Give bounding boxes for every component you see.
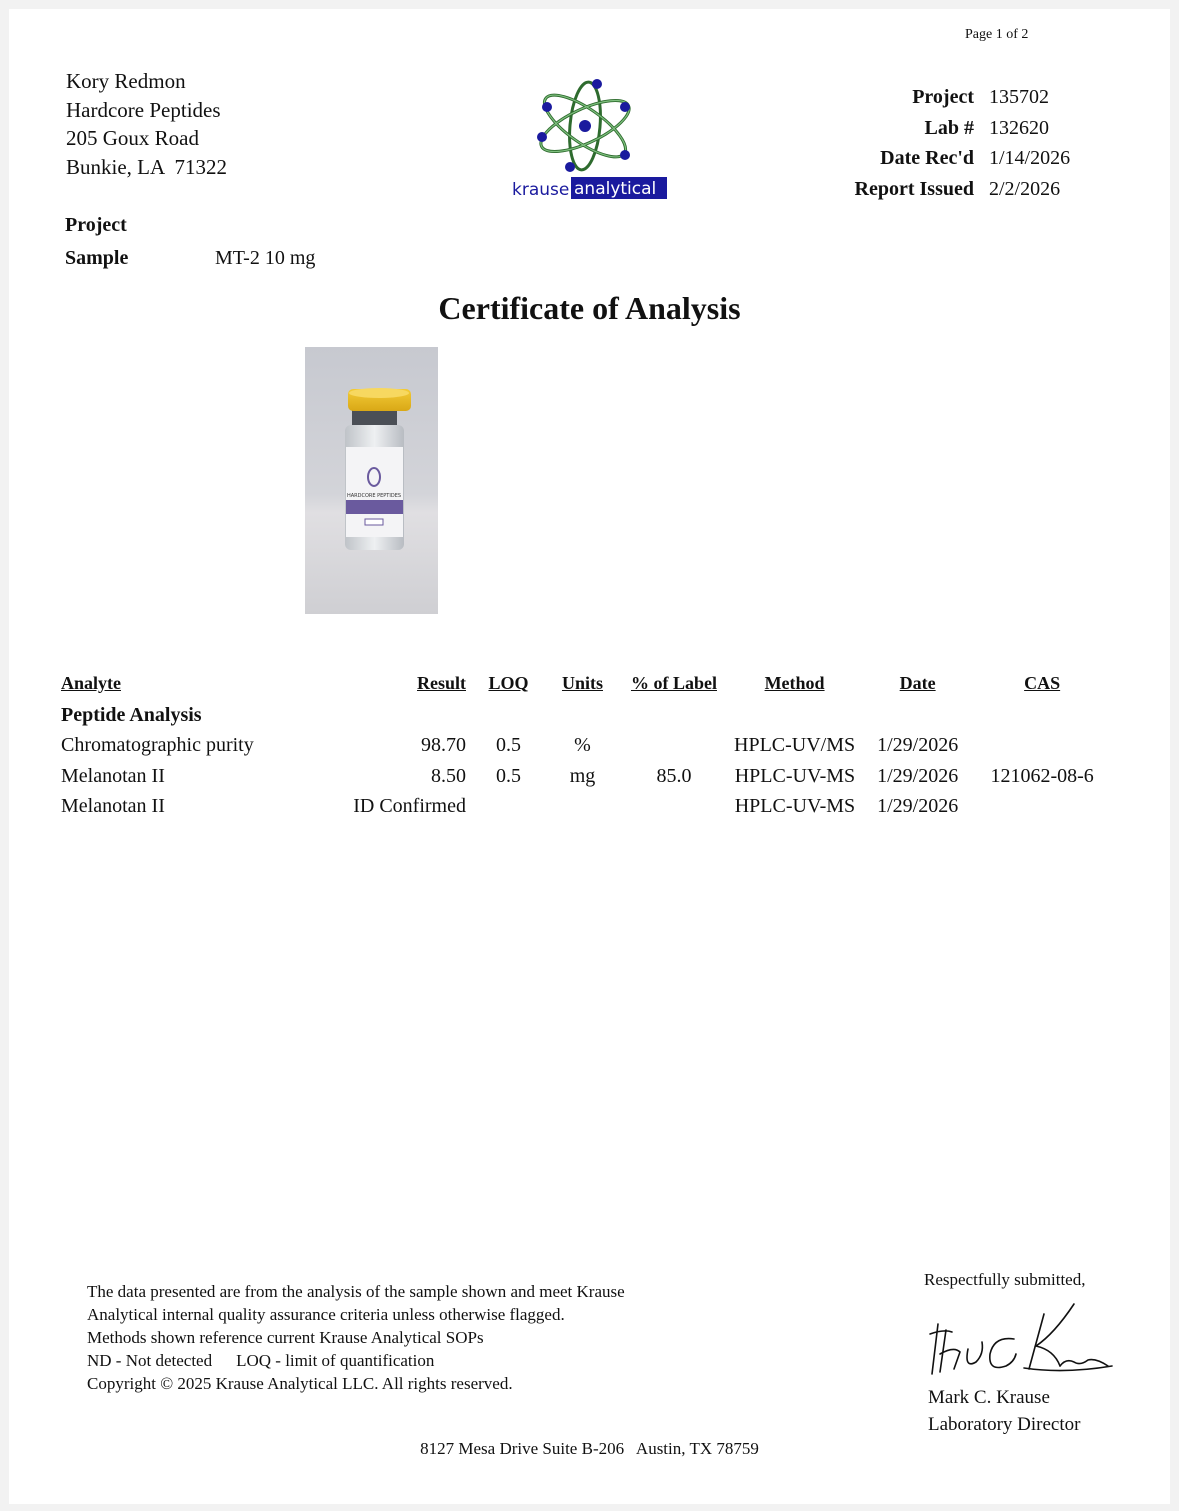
client-street: 205 Goux Road (66, 126, 199, 150)
meta-label: Report Issued (854, 177, 974, 200)
disclaimer-line: Analytical internal quality assurance criteria unless otherwise flagged. (87, 1305, 565, 1324)
client-name: Kory Redmon (66, 69, 186, 93)
client-company: Hardcore Peptides (66, 97, 221, 122)
logo-text-analytical: analytical (574, 179, 657, 199)
cell-analyte: Melanotan II (61, 795, 165, 818)
col-header-result: Result (417, 673, 466, 693)
col-header-method: Method (764, 673, 825, 693)
meta-row (829, 82, 1070, 113)
document-title: Certificate of Analysis (438, 290, 741, 326)
group-row (61, 700, 1104, 731)
disclaimer-line: The data presented are from the analysis of the sample shown and meet Krause (87, 1282, 625, 1301)
vial-label-text: HARDCORE PEPTIDES (346, 493, 402, 499)
disclaimer-line: Methods shown reference current Krause Analytical SOPs (87, 1328, 484, 1347)
footer-address: 8127 Mesa Drive Suite B-206 Austin, TX 78759 (420, 1439, 759, 1458)
cell-units: mg (569, 764, 596, 787)
table-row (61, 731, 1104, 762)
nd-definition: ND - Not detected (87, 1351, 213, 1370)
cell-result: 98.70 (421, 734, 466, 757)
sample-label: Sample (65, 247, 129, 269)
cell-method: HPLC-UV/MS (734, 734, 856, 757)
meta-value: 132620 (989, 116, 1049, 139)
table-header-row (61, 673, 1104, 700)
sample-vial-photo (305, 347, 438, 614)
col-header-date: Date (899, 673, 936, 693)
signer-name: Mark C. Krause (928, 1387, 1050, 1408)
cell-date: 1/29/2026 (877, 795, 959, 818)
page-number: Page 1 of 2 (965, 27, 1029, 42)
meta-label: Project (912, 86, 974, 108)
cell-pct-label: 85.0 (656, 764, 692, 787)
meta-value: 1/14/2026 (989, 147, 1071, 169)
cell-cas: 121062-08-6 (990, 764, 1094, 787)
copyright-line: Copyright © 2025 Krause Analytical LLC. All rights reserved. (87, 1374, 513, 1393)
cell-loq: 0.5 (496, 734, 521, 757)
meta-value: 2/2/2026 (989, 177, 1061, 200)
cell-pct-label (614, 792, 734, 823)
cell-date: 1/29/2026 (877, 764, 959, 787)
cell-method: HPLC-UV-MS (734, 795, 856, 818)
meta-row (829, 174, 1070, 205)
group-label: Peptide Analysis (61, 703, 202, 726)
cell-analyte: Chromatographic purity (61, 734, 254, 757)
table-row (61, 761, 1104, 792)
meta-row (829, 113, 1070, 144)
meta-value: 135702 (989, 86, 1049, 108)
logo-text-krause: krause (512, 180, 570, 199)
project-label: Project (65, 214, 127, 236)
meta-label: Date Rec'd (880, 147, 974, 169)
signature-closing: Respectfully submitted, (924, 1270, 1086, 1289)
col-header-analyte: Analyte (61, 673, 121, 693)
abbreviations-line (87, 1349, 625, 1372)
cell-analyte: Melanotan II (61, 764, 165, 787)
signer-title: Laboratory Director (928, 1414, 1081, 1435)
cell-cas (980, 731, 1104, 762)
handwritten-signature (924, 1294, 1114, 1389)
cell-method: HPLC-UV-MS (734, 764, 856, 787)
meta-label: Lab # (924, 116, 974, 139)
meta-row (829, 143, 1070, 174)
project-meta (829, 82, 1070, 204)
krause-analytical-logo (507, 71, 669, 199)
loq-definition: LOQ - limit of quantification (236, 1351, 435, 1370)
cell-units: % (574, 734, 591, 757)
col-header-units: Units (561, 673, 603, 693)
col-header-loq: LOQ (488, 673, 529, 693)
cell-cas (980, 792, 1104, 823)
col-header-cas: CAS (1024, 673, 1061, 693)
client-city: Bunkie, LA 71322 (66, 154, 227, 179)
table-row (61, 792, 1104, 823)
cell-loq: 0.5 (496, 764, 521, 787)
results-table (61, 673, 1104, 822)
client-address-block (66, 67, 227, 181)
certificate-page (9, 9, 1170, 1504)
disclaimer-block (87, 1280, 625, 1395)
cell-result: ID Confirmed (353, 795, 466, 818)
sample-value: MT-2 10 mg (215, 247, 316, 269)
cell-pct-label (614, 731, 734, 762)
cell-units (551, 792, 614, 823)
cell-loq (466, 792, 551, 823)
signer-block (928, 1384, 1080, 1438)
cell-date: 1/29/2026 (877, 734, 959, 757)
col-header-pct-label: % of Label (630, 673, 717, 693)
cell-result: 8.50 (431, 764, 466, 787)
